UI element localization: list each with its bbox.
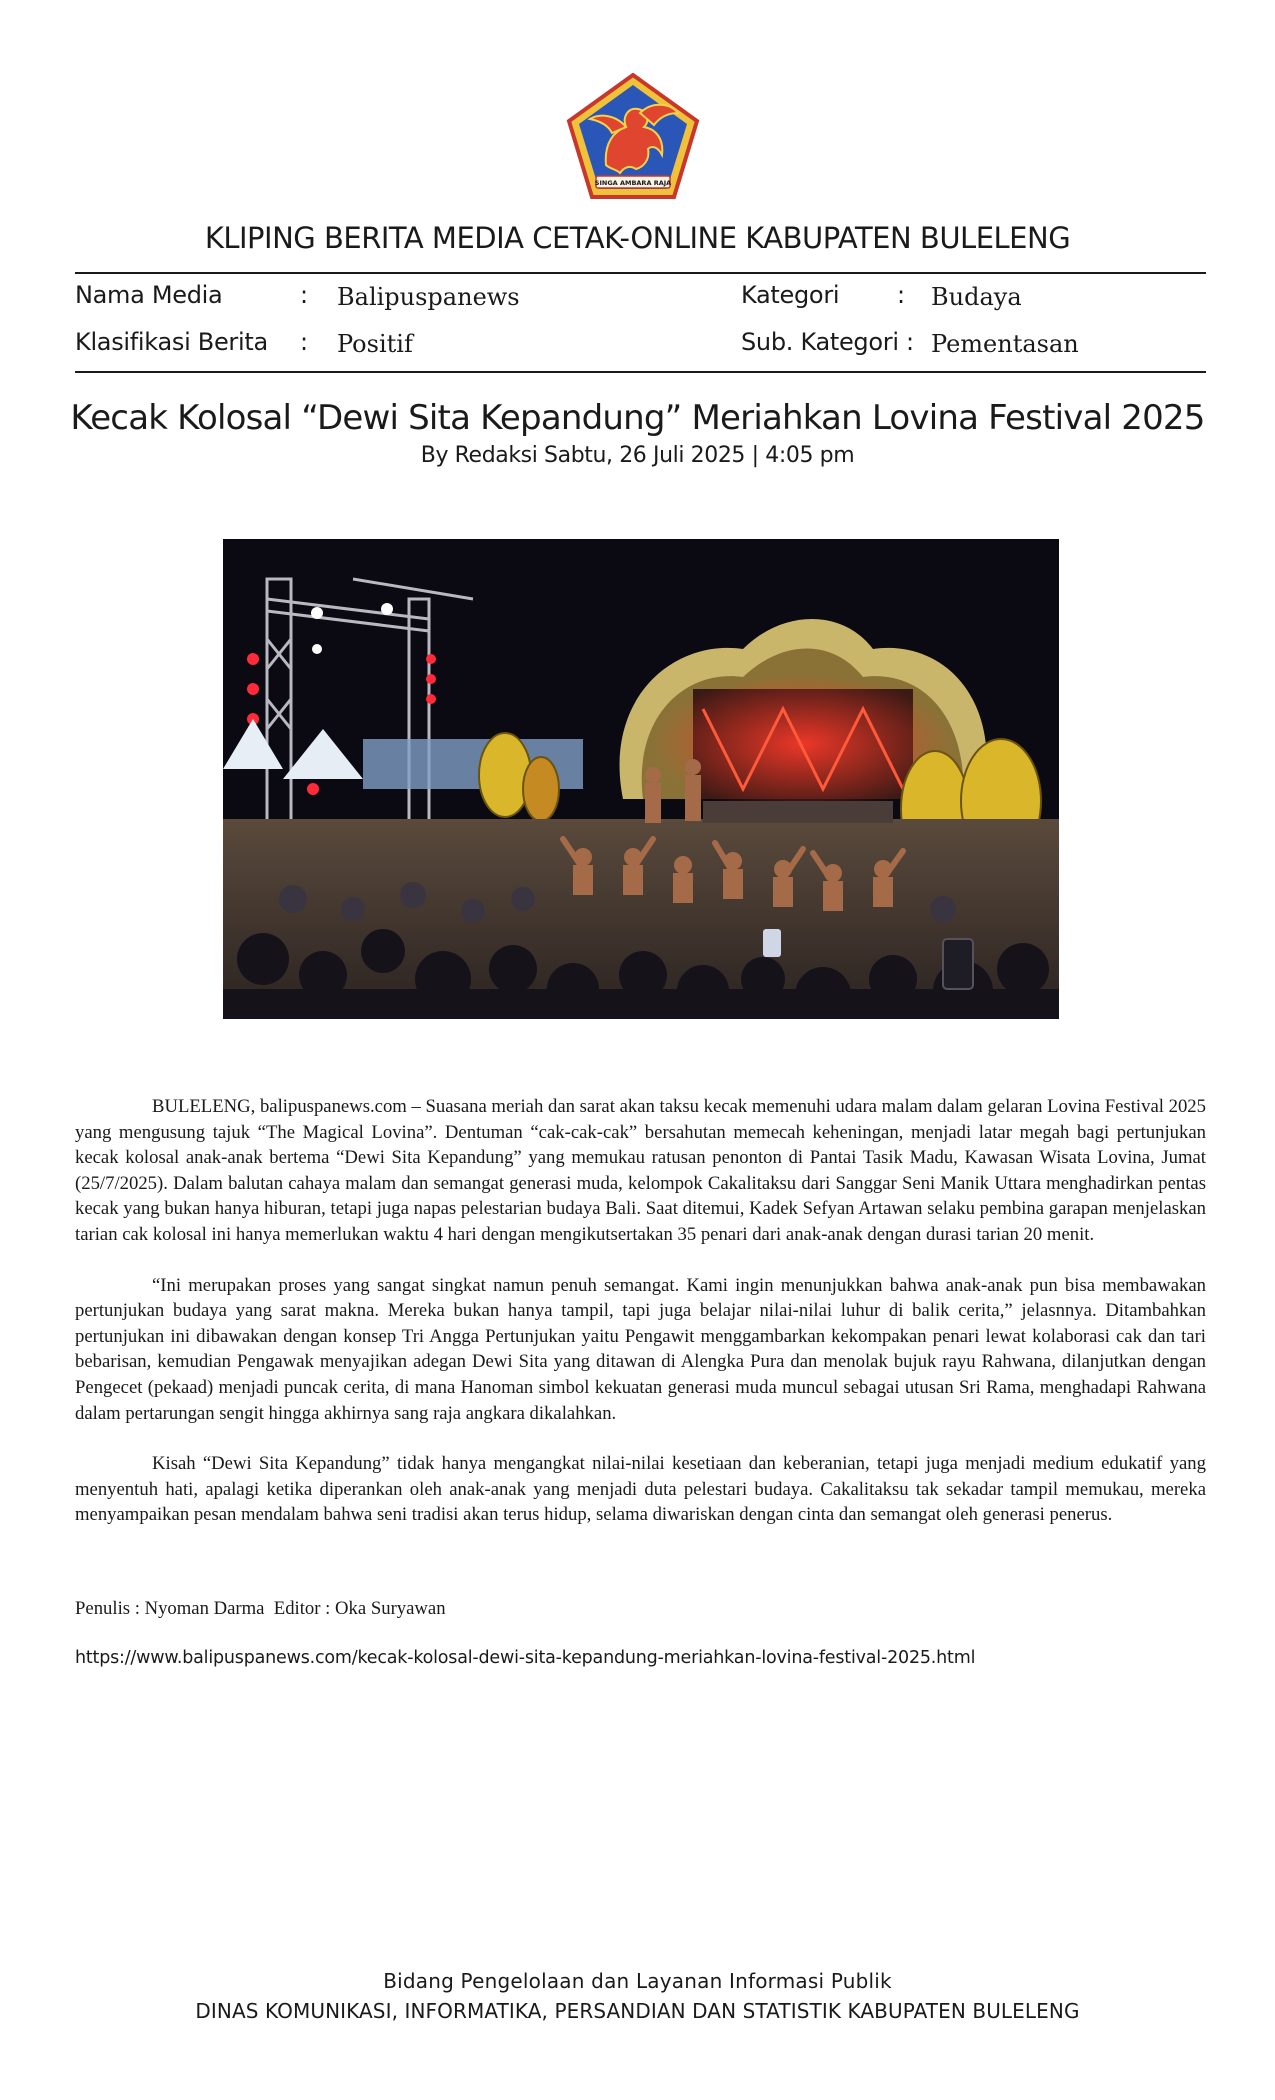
article-paragraph: Kisah “Dewi Sita Kepandung” tidak hanya mengangkat nilai-nilai kesetiaan dan keberanian, tetapi juga menjadi medium edukatif yang menyentuh hati, apalagi ketika diperankan oleh anak-anak yang menjadi duta pelestari budaya. Cakalitaksu tak sekadar tampil memukau, mereka menyampaikan pesan mendalam bahwa seni tradisi akan terus hidup, selama diwariskan dengan cinta dan semangat oleh generasi penerus. [75,1453,1206,1526]
media-colon: : [300,281,308,309]
footer-agency: DINAS KOMUNIKASI, INFORMATIKA, PERSANDIAN DAN STATISTIK KABUPATEN BULELENG [195,1999,1080,2023]
header-title: KLIPING BERITA MEDIA CETAK-ONLINE KABUPATEN BULELENG [204,221,1071,255]
article-credits: Penulis : Nyoman Darma Editor : Oka Suryawan [75,1598,446,1619]
article-byline: By Redaksi Sabtu, 26 Juli 2025 | 4:05 pm [420,443,855,468]
klasifikasi-value: Positif [337,330,413,358]
buleleng-crest-icon [566,73,700,201]
article-headline: Kecak Kolosal “Dewi Sita Kepandung” Meriahkan Lovina Festival 2025 [70,398,1205,438]
kategori-colon: : [897,281,905,309]
bottom-divider [75,371,1206,373]
subkategori-label: Sub. Kategori : [741,328,914,356]
kategori-label: Kategori [741,281,840,309]
article-paragraph: BULELENG, balipuspanews.com – Suasana meriah dan sarat akan taksu kecak memenuhi udara malam dalam gelaran Lovina Festival 2025 yang mengusung tajuk “The Magical Lovina”. Dentuman “cak-cak-cak” bersahutan memecah keheningan, menjadi latar megah bagi pertunjukan kecak kolosal anak-anak bertema “Dewi Sita Kepandung” yang memukau ratusan penonton di Pantai Tasik Madu, Kawasan Wisata Lovina, Jumat (25/7/2025). Dalam balutan cahaya malam dan semangat generasi muda, kelompok Cakalitaksu dari Sanggar Seni Manik Uttara menghadirkan pentas kecak yang bukan hanya hiburan, tetapi juga napas pelestarian budaya Bali. Saat ditemui, Kadek Sefyan Artawan selaku pembina garapan menjelaskan tarian cak kolosal ini hanya memerlukan waktu 4 hari dengan mengikutsertakan 35 penari dari anak-anak dengan durasi tarian 20 menit. [75,1096,1206,1245]
top-divider [75,272,1206,274]
article-photo [223,539,1059,1019]
klasifikasi-label: Klasifikasi Berita [75,328,268,356]
source-url-link[interactable]: https://www.balipuspanews.com/kecak-kolosal-dewi-sita-kepandung-meriahkan-lovina-festival-2025.html [75,1648,976,1668]
article-body [75,1094,1206,1553]
klasifikasi-colon: : [300,328,308,356]
media-label: Nama Media [75,281,223,309]
subkategori-value: Pementasan [931,330,1079,358]
article-paragraph: “Ini merupakan proses yang sangat singkat namun penuh semangat. Kami ingin menunjukkan bahwa anak-anak pun bisa membawakan pertunjukan budaya yang sarat makna. Mereka bukan hanya tampil, tapi juga belajar nilai-nilai luhur di balik cerita,” jelasnnya. Ditambahkan pertunjukan ini dibawakan dengan konsep Tri Angga Pertunjukan yaitu Pengawit menggambarkan kekompakan penari lewat kolaborasi cak dan tari bebarisan, kemudian Pengawak menyajikan adegan Dewi Sita yang ditawan di Alengka Pura dan menolak bujuk rayu Rahwana, dilanjutkan dengan Pengecet (pekaad) menjadi puncak cerita, di mana Hanoman simbol kekuatan generasi muda muncul sebagai utusan Sri Rama, menghadapi Rahwana dalam pertarungan sengit hingga akhirnya sang raja angkara dikalahkan. [75,1274,1206,1424]
logo-motto: SINGA AMBARA RAJA [594,179,672,187]
footer-division: Bidang Pengelolaan dan Layanan Informasi Publik [383,1969,892,1993]
kategori-value: Budaya [931,283,1022,311]
media-value: Balipuspanews [337,283,520,311]
